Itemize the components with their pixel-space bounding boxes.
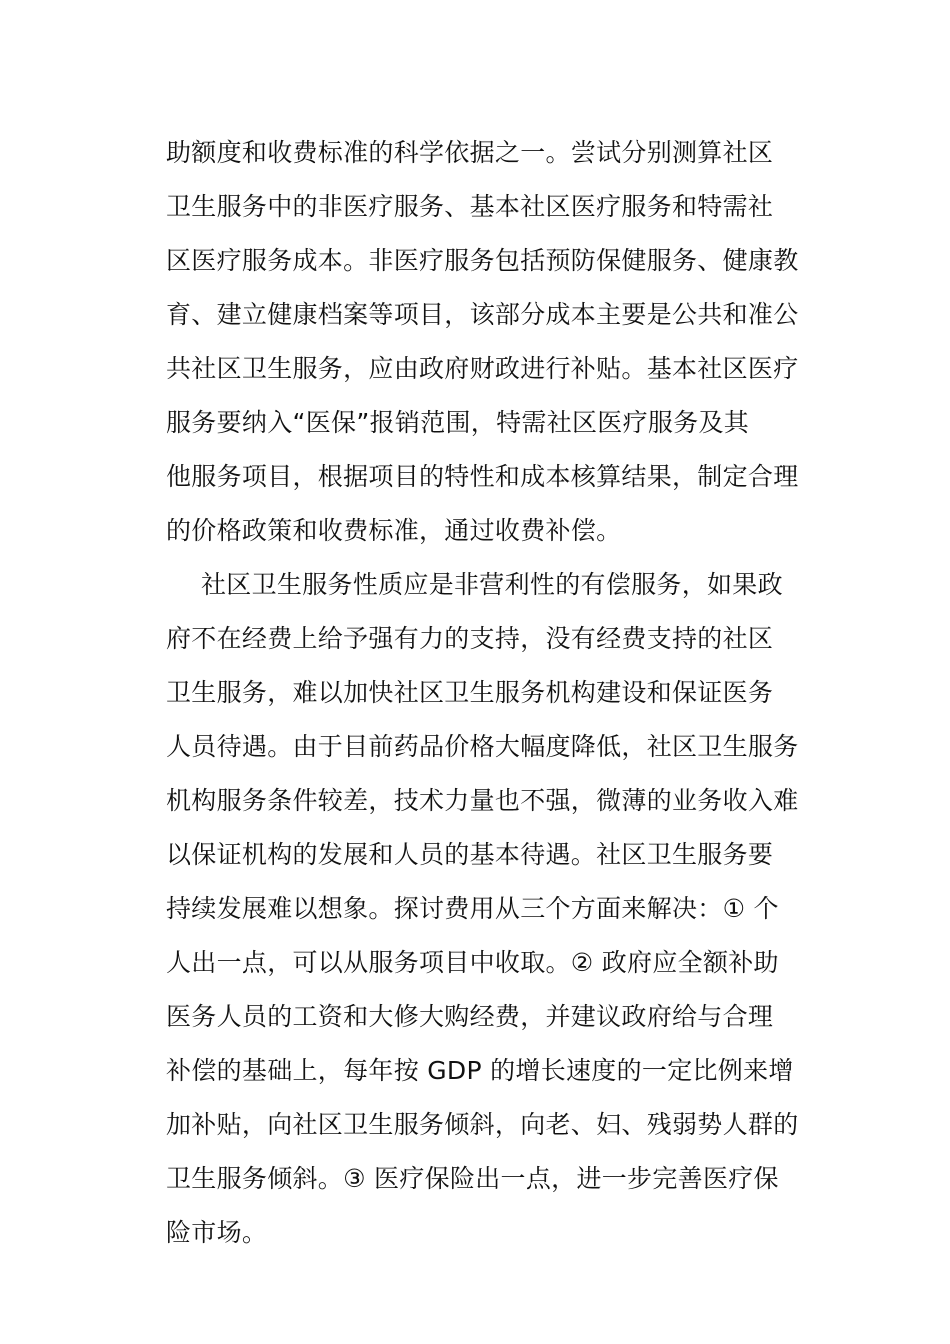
text-line: 共社区卫生服务，应由政府财政进行补贴。基本社区医疗 (166, 354, 799, 383)
text-line: 持续发展难以想象。探讨费用从三个方面来解决：① 个 (166, 894, 779, 923)
text-line: 以保证机构的发展和人员的基本待遇。社区卫生服务要 (166, 840, 774, 869)
text-line: 人出一点，可以从服务项目中收取。② 政府应全额补助 (166, 948, 779, 977)
text-line: 的价格政策和收费标准，通过收费补偿。 (166, 516, 622, 545)
text-line: 卫生服务，难以加快社区卫生服务机构建设和保证医务 (166, 678, 774, 707)
text-line: 社区卫生服务性质应是非营利性的有偿服务，如果政 (201, 570, 783, 599)
paragraph-2 (166, 558, 799, 1260)
text-line: 他服务项目，根据项目的特性和成本核算结果，制定合理 (166, 462, 799, 491)
paragraph-1 (166, 126, 799, 558)
text-line: 卫生服务倾斜。③ 医疗保险出一点，进一步完善医疗保 (166, 1164, 779, 1193)
text-line: 补偿的基础上，每年按 GDP 的增长速度的一定比例来增 (166, 1056, 794, 1085)
document-body (166, 126, 799, 1260)
text-line: 医务人员的工资和大修大购经费，并建议政府给与合理 (166, 1002, 774, 1031)
text-line: 人员待遇。由于目前药品价格大幅度降低，社区卫生服务 (166, 732, 799, 761)
text-line: 区医疗服务成本。非医疗服务包括预防保健服务、健康教 (166, 246, 799, 275)
text-line: 卫生服务中的非医疗服务、基本社区医疗服务和特需社 (166, 192, 774, 221)
text-line: 险市场。 (166, 1218, 268, 1247)
text-line: 服务要纳入“医保”报销范围，特需社区医疗服务及其 (166, 408, 750, 437)
text-line: 加补贴，向社区卫生服务倾斜，向老、妇、残弱势人群的 (166, 1110, 799, 1139)
text-line: 育、建立健康档案等项目，该部分成本主要是公共和准公 (166, 300, 799, 329)
text-line: 助额度和收费标准的科学依据之一。尝试分别测算社区 (166, 138, 774, 167)
text-line: 府不在经费上给予强有力的支持，没有经费支持的社区 (166, 624, 774, 653)
text-line: 机构服务条件较差，技术力量也不强，微薄的业务收入难 (166, 786, 799, 815)
